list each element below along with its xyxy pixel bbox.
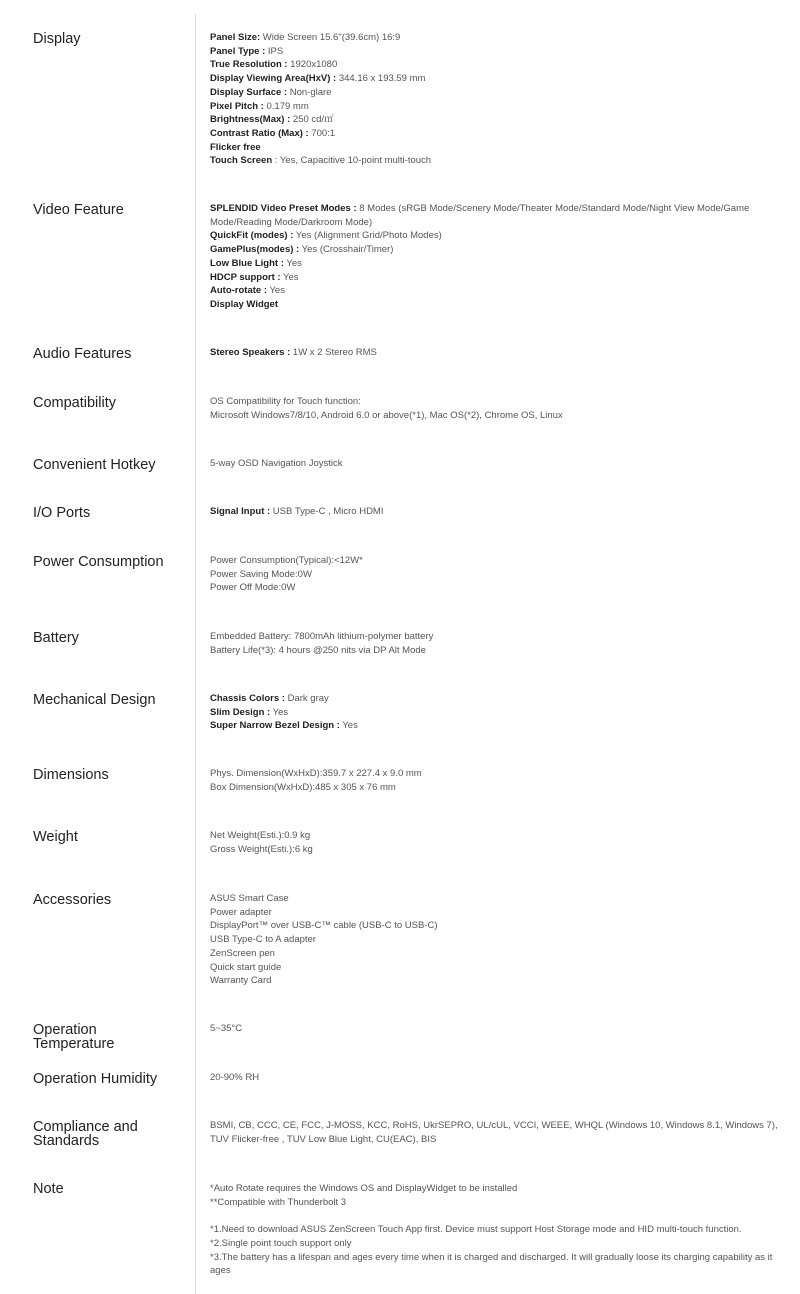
spec-line: *1.Need to download ASUS ZenScreen Touch App first. Device must support Host Storage mode and HID multi-touch function. (210, 1224, 742, 1236)
spec-line: Display Viewing Area(HxV) : 344.16 x 193.59 mm (210, 73, 426, 85)
spec-line: USB Type-C to A adapter (210, 934, 316, 946)
spec-line: Power adapter (210, 906, 272, 918)
spec-label-battery: Battery (33, 630, 79, 646)
spec-line: True Resolution : 1920x1080 (210, 59, 338, 71)
spec-line: Touch Screen : Yes, Capacitive 10-point multi-touch (210, 155, 432, 167)
spec-value-dimensions (210, 767, 790, 794)
spec-label-io-ports: I/O Ports (33, 505, 91, 521)
spec-line: Flicker free (210, 141, 261, 153)
spec-line: Embedded Battery: 7800mAh lithium-polymer battery (210, 631, 434, 642)
spec-line: Slim Design : Yes (210, 706, 289, 718)
spec-line: Box Dimension(WxHxD):485 x 305 x 76 mm (210, 781, 396, 793)
spec-label-video-feature: Video Feature (33, 202, 124, 218)
spec-value-weight (210, 829, 790, 856)
spec-label-convenient-hotkey: Convenient Hotkey (33, 457, 156, 473)
spec-line: Display Widget (210, 298, 279, 310)
spec-line: Chassis Colors : Dark gray (210, 693, 329, 704)
spec-line: *3.The battery has a lifespan and ages every time when it is charged and discharged. It will gradually loose its charging capability as it ages (210, 1251, 773, 1277)
spec-label-accessories: Accessories (33, 892, 112, 908)
spec-label-display: Display (33, 31, 81, 47)
spec-line: Microsoft Windows7/8/10, Android 6.0 or above(*1), Mac OS(*2), Chrome OS, Linux (210, 409, 563, 421)
spec-label-operation-temperature: Operation Temperature (33, 1022, 115, 1052)
spec-line: Power Consumption(Typical):<12W* (210, 555, 363, 566)
spec-label-dimensions: Dimensions (33, 767, 109, 783)
spec-value-compliance-standards (210, 1119, 790, 1146)
spec-label-mechanical-design: Mechanical Design (33, 692, 156, 708)
spec-line: ASUS Smart Case (210, 893, 289, 904)
spec-line: Power Saving Mode:0W (210, 568, 312, 580)
spec-line: Low Blue Light : Yes (210, 257, 302, 269)
spec-value-video-feature (210, 202, 790, 312)
spec-label-operation-humidity: Operation Humidity (33, 1071, 158, 1087)
spec-label-weight: Weight (33, 829, 78, 845)
spec-line: Display Surface : Non-glare (210, 86, 332, 98)
spec-value-display (210, 31, 790, 168)
spec-line: Panel Size: Wide Screen 15.6"(39.6cm) 16:9 (210, 32, 401, 43)
spec-value-mechanical-design (210, 692, 790, 733)
spec-line: BSMI, CB, CCC, CE, FCC, J-MOSS, KCC, RoHS, UkrSEPRO, UL/cUL, VCCI, WEEE, WHQL (Windows 10, Windows 8.1, Windows 7), TUV Flicker-free , TUV Low Blue Light, CU(EAC), BIS (210, 1120, 778, 1145)
spec-line: Pixel Pitch : 0.179 mm (210, 100, 309, 112)
spec-line: DisplayPort™ over USB-C™ cable (USB-C to USB-C) (210, 920, 438, 932)
spec-value-battery (210, 630, 790, 657)
spec-line: Panel Type : IPS (210, 45, 284, 57)
spec-line: Super Narrow Bezel Design : Yes (210, 720, 358, 732)
spec-line: Stereo Speakers : 1W x 2 Stereo RMS (210, 347, 377, 358)
spec-line: **Compatible with Thunderbolt 3 (210, 1196, 347, 1208)
spec-line: Net Weight(Esti.):0.9 kg (210, 830, 311, 841)
spec-value-convenient-hotkey (210, 457, 790, 471)
column-divider (195, 14, 196, 1294)
spec-line: *Auto Rotate requires the Windows OS and DisplayWidget to be installed (210, 1183, 518, 1194)
spec-line: OS Compatibility for Touch function: (210, 396, 361, 407)
spec-line: Auto-rotate : Yes (210, 285, 285, 297)
spec-label-note: Note (33, 1181, 64, 1197)
spec-line: Gross Weight(Esti.):6 kg (210, 843, 313, 855)
spec-value-operation-temperature (210, 1022, 790, 1036)
spec-line: 5~35°C (210, 1023, 243, 1034)
spec-line: Brightness(Max) : 250 cd/㎡ (210, 114, 334, 126)
spec-value-io-ports (210, 505, 790, 519)
spec-line: *2.Single point touch support only (210, 1237, 352, 1249)
spec-value-compatibility (210, 395, 790, 422)
spec-line: HDCP support : Yes (210, 271, 299, 283)
spec-line: Contrast Ratio (Max) : 700:1 (210, 127, 336, 139)
spec-line: Signal Input : USB Type-C , Micro HDMI (210, 506, 384, 517)
spec-label-compliance-standards: Compliance and Standards (33, 1119, 138, 1149)
spec-value-operation-humidity (210, 1071, 790, 1085)
spec-line: QuickFit (modes) : Yes (Alignment Grid/Photo Modes) (210, 230, 442, 242)
spec-line: ZenScreen pen (210, 947, 275, 959)
spec-line: 5-way OSD Navigation Joystick (210, 458, 343, 469)
spec-value-power-consumption (210, 554, 790, 595)
spec-line: 20-90% RH (210, 1072, 260, 1083)
spec-label-compatibility: Compatibility (33, 395, 116, 411)
spec-value-audio-features (210, 346, 790, 360)
spec-label-power-consumption: Power Consumption (33, 554, 164, 570)
spec-line: Quick start guide (210, 961, 282, 973)
spec-line: Power Off Mode:0W (210, 582, 296, 594)
spec-value-note (210, 1182, 790, 1278)
spec-line: Warranty Card (210, 975, 272, 987)
spec-line: Battery Life(*3): 4 hours @250 nits via DP Alt Mode (210, 644, 426, 656)
spec-line: Phys. Dimension(WxHxD):359.7 x 227.4 x 9.0 mm (210, 768, 422, 779)
spec-line: GamePlus(modes) : Yes (Crosshair/Timer) (210, 244, 394, 256)
spec-value-accessories (210, 892, 790, 988)
spec-line: SPLENDID Video Preset Modes : 8 Modes (sRGB Mode/Scenery Mode/Theater Mode/Standard Mode/Night View Mode/Game Mode/Reading Mode/Darkroom Mode) (210, 203, 750, 228)
spec-label-audio-features: Audio Features (33, 346, 132, 362)
